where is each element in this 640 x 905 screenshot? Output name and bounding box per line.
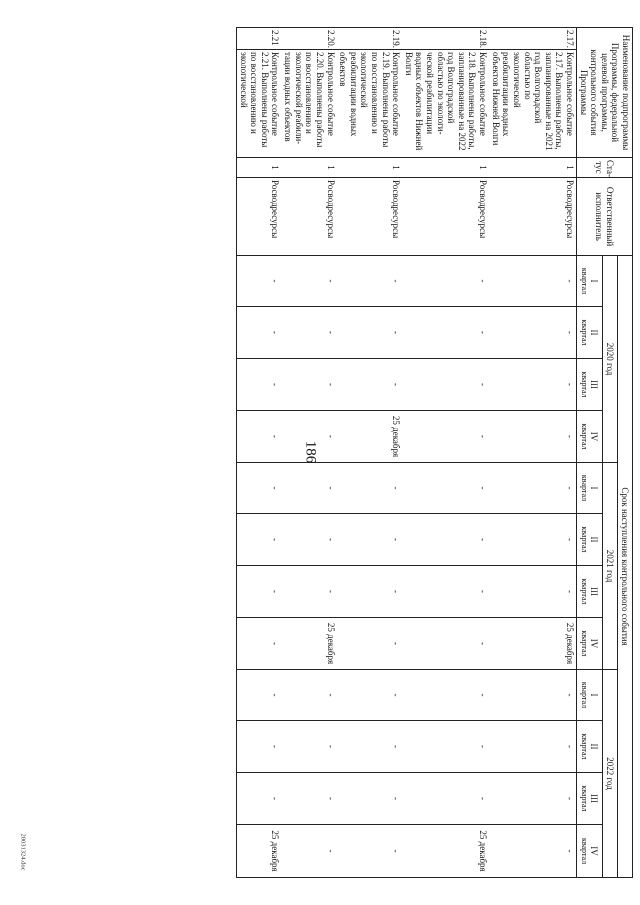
header-year: 2022 год	[602, 670, 617, 878]
deadline-cell: -	[489, 721, 576, 773]
deadline-cell: -	[237, 514, 282, 566]
event-status: 1	[337, 158, 403, 178]
deadline-cell: -	[237, 463, 282, 514]
header-quarter	[576, 566, 602, 618]
deadline-cell: -	[282, 566, 337, 618]
deadline-cell: -	[337, 566, 403, 618]
quarter-number: I	[589, 693, 600, 697]
deadline-cell: -	[237, 566, 282, 618]
deadline-cell: -	[337, 825, 403, 878]
deadline-cell: -	[337, 514, 403, 566]
quarter-word: квартал	[579, 371, 589, 398]
deadline-cell: -	[337, 256, 403, 307]
quarter-word: квартал	[579, 630, 589, 657]
event-executor: Росводресурсы	[237, 178, 282, 256]
header-quarter	[576, 618, 602, 670]
event-status: 1	[282, 158, 337, 178]
header-quarter	[576, 359, 602, 411]
deadline-cell: -	[237, 411, 282, 463]
quarter-word: квартал	[579, 526, 589, 553]
quarter-number: III	[589, 380, 600, 390]
deadline-cell: -	[237, 773, 282, 825]
deadline-cell: -	[402, 411, 489, 463]
deadline-cell: -	[489, 773, 576, 825]
header-quarter	[576, 514, 602, 566]
header-quarter	[576, 411, 602, 463]
deadline-cell: -	[402, 670, 489, 721]
deadline-cell: -	[337, 721, 403, 773]
deadline-cell: -	[402, 463, 489, 514]
quarter-number: IV	[589, 638, 600, 649]
deadline-cell: -	[402, 618, 489, 670]
deadline-cell: -	[402, 307, 489, 359]
quarter-number: III	[589, 794, 600, 804]
event-status: 1	[489, 158, 576, 178]
deadline-cell: 25 декабря	[337, 411, 403, 463]
page-number: 186	[302, 440, 319, 464]
quarter-number: II	[589, 743, 600, 750]
deadline-cell: -	[282, 411, 337, 463]
deadline-cell: -	[489, 463, 576, 514]
deadline-cell: -	[489, 670, 576, 721]
header-quarter	[576, 773, 602, 825]
deadline-cell: -	[282, 825, 337, 878]
deadline-cell: -	[337, 670, 403, 721]
deadline-cell: -	[402, 256, 489, 307]
event-name: Контрольное событие 2.18. Выполнены работы, запланированные на 2022 год Волгоградской областью по экологи-ческой реабилитации водных объектов Нижней Волги	[402, 50, 489, 158]
quarter-word: квартал	[579, 837, 589, 865]
quarter-number: IV	[589, 846, 600, 856]
deadline-cell: -	[282, 721, 337, 773]
deadline-cell: -	[237, 256, 282, 307]
header-year: 2021 год	[602, 463, 617, 670]
quarter-word: квартал	[579, 423, 589, 450]
header-name-column: Наименование подпрограммы Программы, федеральной целевой программы, контрольного события Программы	[576, 28, 632, 158]
header-deadline-group: Срок наступления контрольного события	[617, 256, 632, 878]
header-quarter	[576, 256, 602, 307]
event-status: 1	[237, 158, 282, 178]
quarter-number: I	[589, 486, 600, 490]
event-executor: Росводресурсы	[337, 178, 403, 256]
event-name: Контрольное событие 2.21. Выполнены работы по восстановлению и экологической	[237, 50, 282, 158]
deadline-cell: -	[237, 618, 282, 670]
quarter-number: I	[589, 279, 600, 283]
deadline-cell: -	[489, 825, 576, 878]
event-executor: Росводресурсы	[402, 178, 489, 256]
header-quarter	[576, 307, 602, 359]
header-quarter	[576, 463, 602, 514]
deadline-cell: -	[337, 773, 403, 825]
deadline-cell: 25 декабря	[237, 825, 282, 878]
header-year: 2020 год	[602, 256, 617, 463]
deadline-cell: -	[489, 359, 576, 411]
quarter-number: III	[589, 587, 600, 597]
row-number: 2.19.	[337, 28, 403, 50]
deadline-cell: -	[489, 514, 576, 566]
document-footer-code: 20031324.doc	[19, 833, 27, 871]
deadline-cell: -	[402, 773, 489, 825]
quarter-word: квартал	[579, 578, 589, 605]
deadline-cell: -	[402, 566, 489, 618]
quarter-word: квартал	[579, 267, 589, 295]
deadline-cell: -	[282, 307, 337, 359]
event-status: 1	[402, 158, 489, 178]
deadline-cell: -	[282, 463, 337, 514]
quarter-number: II	[589, 536, 600, 543]
deadline-cell: 25 декабря	[489, 618, 576, 670]
event-executor: Росводресурсы	[282, 178, 337, 256]
control-events-table	[236, 27, 633, 878]
deadline-cell: -	[237, 359, 282, 411]
deadline-cell: -	[402, 359, 489, 411]
header-status-column: Ста-тус	[576, 158, 632, 178]
table-row	[402, 28, 489, 878]
quarter-word: квартал	[579, 785, 589, 812]
deadline-cell: -	[282, 359, 337, 411]
event-executor: Росводресурсы	[489, 178, 576, 256]
table-row	[337, 28, 403, 878]
rotated-page-content	[48, 27, 633, 877]
deadline-cell: -	[402, 721, 489, 773]
deadline-cell: -	[337, 463, 403, 514]
deadline-cell: -	[489, 411, 576, 463]
deadline-cell: 25 декабря	[402, 825, 489, 878]
header-quarter	[576, 670, 602, 721]
row-number: 2.18.	[402, 28, 489, 50]
header-executor-column: Ответственный исполнитель	[576, 178, 632, 256]
deadline-cell: -	[337, 359, 403, 411]
deadline-cell: -	[489, 256, 576, 307]
row-number: 2.17.	[489, 28, 576, 50]
quarter-word: квартал	[579, 319, 589, 346]
event-name: Контрольное событие 2.20. Выполнены работы по восстановлению и экологической реабили-тации водных объектов	[282, 50, 337, 158]
event-name: Контрольное событие 2.17. Выполнены работы, запланированные на 2021 год Волгоградской областью по экологической реабилитации водных объектов Нижней Волги	[489, 50, 576, 158]
quarter-number: IV	[589, 431, 600, 442]
header-quarter	[576, 721, 602, 773]
deadline-cell: -	[337, 307, 403, 359]
deadline-cell: -	[489, 566, 576, 618]
quarter-number: II	[589, 329, 600, 336]
deadline-cell: -	[237, 670, 282, 721]
deadline-cell: 25 декабря	[282, 618, 337, 670]
deadline-cell: -	[282, 773, 337, 825]
table-row	[282, 28, 337, 878]
deadline-cell: -	[282, 670, 337, 721]
quarter-word: квартал	[579, 733, 589, 760]
event-name: Контрольное событие 2.19. Выполнены работы по восстановлению и экологической реабилитации водных объектов	[337, 50, 403, 158]
row-number: 2.21	[237, 28, 282, 50]
row-number: 2.20.	[282, 28, 337, 50]
table-body	[237, 28, 577, 878]
table-row	[237, 28, 282, 878]
table-header	[576, 28, 632, 878]
header-quarter	[576, 825, 602, 878]
deadline-cell: -	[237, 307, 282, 359]
deadline-cell: -	[489, 307, 576, 359]
table-row	[489, 28, 576, 878]
deadline-cell: -	[237, 721, 282, 773]
deadline-cell: -	[282, 256, 337, 307]
quarter-word: квартал	[579, 681, 589, 709]
deadline-cell: -	[282, 514, 337, 566]
deadline-cell: -	[402, 514, 489, 566]
quarter-word: квартал	[579, 474, 589, 502]
deadline-cell: -	[337, 618, 403, 670]
